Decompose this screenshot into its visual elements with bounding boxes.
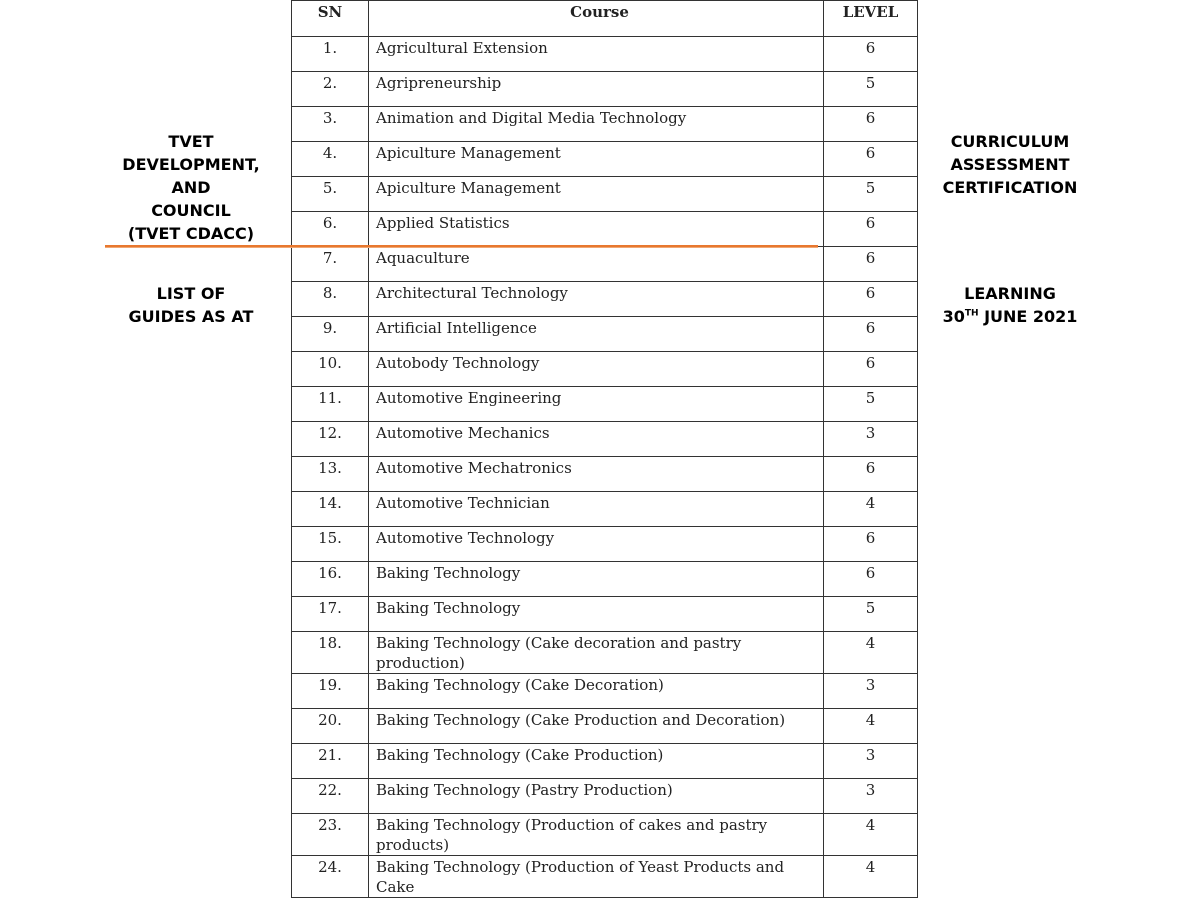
cell-sn: 6. — [292, 212, 369, 247]
cell-sn: 11. — [292, 387, 369, 422]
table-row — [292, 107, 918, 142]
right-title-line: ASSESSMENT — [950, 155, 1070, 174]
left-subtitle — [100, 282, 282, 328]
table-row — [292, 247, 918, 282]
cell-level: 6 — [824, 527, 918, 562]
cell-level: 3 — [824, 674, 918, 709]
cell-level: 4 — [824, 814, 918, 856]
cell-level: 3 — [824, 779, 918, 814]
cell-level: 6 — [824, 352, 918, 387]
right-title-line: CURRICULUM — [950, 132, 1070, 151]
header-course: Course — [369, 1, 824, 37]
cell-course: Baking Technology (Pastry Production) — [369, 779, 824, 814]
cell-sn: 17. — [292, 597, 369, 632]
cell-course: Baking Technology (Cake Decoration) — [369, 674, 824, 709]
cell-course: Apiculture Management — [369, 142, 824, 177]
cell-level: 3 — [824, 744, 918, 779]
cell-course: Baking Technology (Production of Yeast Products and Cake — [369, 856, 824, 898]
cell-sn: 7. — [292, 247, 369, 282]
cell-level: 6 — [824, 562, 918, 597]
header-sn: SN — [292, 1, 369, 37]
date-rest: JUNE 2021 — [978, 307, 1078, 326]
table-row — [292, 632, 918, 674]
cell-course: Baking Technology — [369, 562, 824, 597]
course-table — [291, 0, 918, 898]
right-title — [928, 130, 1092, 199]
cell-level: 4 — [824, 709, 918, 744]
cell-sn: 20. — [292, 709, 369, 744]
cell-level: 5 — [824, 177, 918, 212]
cell-level: 6 — [824, 142, 918, 177]
date-day: 30 — [942, 307, 965, 326]
cell-sn: 12. — [292, 422, 369, 457]
cell-course: Baking Technology (Cake Production and Decoration) — [369, 709, 824, 744]
cell-sn: 8. — [292, 282, 369, 317]
cell-sn: 1. — [292, 37, 369, 72]
left-title-line: AND — [171, 178, 211, 197]
table-row — [292, 37, 918, 72]
cell-level: 5 — [824, 597, 918, 632]
cell-sn: 4. — [292, 142, 369, 177]
table-row — [292, 709, 918, 744]
cell-level: 6 — [824, 282, 918, 317]
table-row — [292, 457, 918, 492]
cell-course: Automotive Technology — [369, 527, 824, 562]
table-row — [292, 492, 918, 527]
cell-course: Aquaculture — [369, 247, 824, 282]
left-subtitle-line: GUIDES AS AT — [128, 307, 254, 326]
table-row — [292, 674, 918, 709]
cell-course: Agricultural Extension — [369, 37, 824, 72]
cell-level: 5 — [824, 387, 918, 422]
cell-sn: 19. — [292, 674, 369, 709]
table-row — [292, 562, 918, 597]
cell-course: Automotive Engineering — [369, 387, 824, 422]
cell-sn: 5. — [292, 177, 369, 212]
table-row — [292, 212, 918, 247]
table-row — [292, 282, 918, 317]
cell-level: 6 — [824, 37, 918, 72]
right-subtitle-line: LEARNING — [964, 284, 1056, 303]
table-row — [292, 527, 918, 562]
date-ordinal: TH — [964, 308, 979, 319]
table-body — [292, 37, 918, 898]
cell-course: Applied Statistics — [369, 212, 824, 247]
cell-level: 6 — [824, 457, 918, 492]
cell-sn: 23. — [292, 814, 369, 856]
cell-level: 4 — [824, 492, 918, 527]
cell-sn: 10. — [292, 352, 369, 387]
table-row — [292, 72, 918, 107]
cell-sn: 24. — [292, 856, 369, 898]
table-row — [292, 744, 918, 779]
cell-course: Automotive Technician — [369, 492, 824, 527]
cell-sn: 13. — [292, 457, 369, 492]
table-row — [292, 142, 918, 177]
right-subtitle — [928, 282, 1092, 328]
cell-sn: 3. — [292, 107, 369, 142]
cell-course: Automotive Mechanics — [369, 422, 824, 457]
cell-course: Autobody Technology — [369, 352, 824, 387]
cell-level: 6 — [824, 107, 918, 142]
cell-level: 5 — [824, 72, 918, 107]
cell-level: 4 — [824, 632, 918, 674]
header-level: LEVEL — [824, 1, 918, 37]
cell-course: Animation and Digital Media Technology — [369, 107, 824, 142]
table-row — [292, 779, 918, 814]
cell-sn: 22. — [292, 779, 369, 814]
date-line — [928, 305, 1092, 328]
left-title-line: COUNCIL — [151, 201, 231, 220]
cell-sn: 14. — [292, 492, 369, 527]
cell-course: Baking Technology (Cake Production) — [369, 744, 824, 779]
left-title-line: (TVET CDACC) — [127, 224, 255, 243]
table-row — [292, 422, 918, 457]
table-row — [292, 387, 918, 422]
cell-course: Architectural Technology — [369, 282, 824, 317]
cell-course: Baking Technology (Production of cakes and pastry products) — [369, 814, 824, 856]
table-row — [292, 814, 918, 856]
table-row — [292, 317, 918, 352]
cell-sn: 21. — [292, 744, 369, 779]
table-row — [292, 352, 918, 387]
left-title — [100, 130, 282, 245]
orange-divider-line — [105, 245, 818, 248]
left-title-line: TVET — [168, 132, 214, 151]
table-header-row — [292, 1, 918, 37]
cell-course: Baking Technology — [369, 597, 824, 632]
cell-sn: 16. — [292, 562, 369, 597]
cell-course: Apiculture Management — [369, 177, 824, 212]
cell-course: Artificial Intelligence — [369, 317, 824, 352]
cell-sn: 2. — [292, 72, 369, 107]
cell-sn: 15. — [292, 527, 369, 562]
cell-sn: 9. — [292, 317, 369, 352]
left-subtitle-line: LIST OF — [156, 284, 226, 303]
right-title-line: CERTIFICATION — [942, 178, 1078, 197]
cell-level: 4 — [824, 856, 918, 898]
table-row — [292, 597, 918, 632]
cell-course: Agripreneurship — [369, 72, 824, 107]
table-row — [292, 177, 918, 212]
cell-course: Baking Technology (Cake decoration and pastry production) — [369, 632, 824, 674]
table-row — [292, 856, 918, 898]
cell-level: 6 — [824, 317, 918, 352]
cell-level: 6 — [824, 247, 918, 282]
cell-course: Automotive Mechatronics — [369, 457, 824, 492]
left-title-line: DEVELOPMENT, — [122, 155, 260, 174]
cell-level: 6 — [824, 212, 918, 247]
cell-sn: 18. — [292, 632, 369, 674]
cell-level: 3 — [824, 422, 918, 457]
